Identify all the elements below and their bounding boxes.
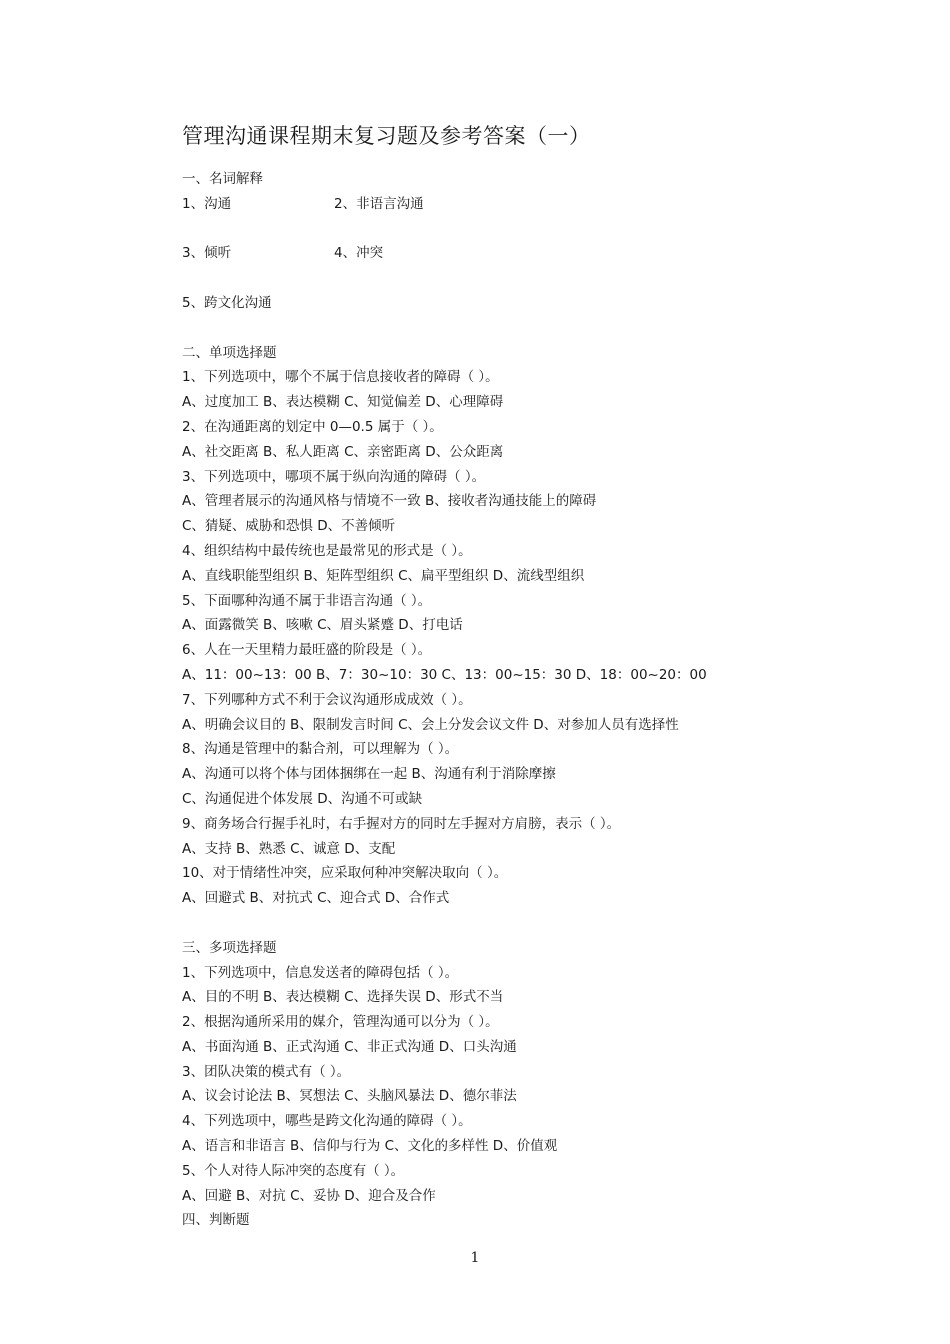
question-line: 1、下列选项中，信息发送者的障碍包括（ ）。 [182, 964, 459, 981]
options-line: C、沟通促进个体发展 D、沟通不可或缺 [182, 790, 423, 807]
options-line: A、书面沟通 B、正式沟通 C、非正式沟通 D、口头沟通 [182, 1038, 517, 1055]
term-row [182, 192, 882, 217]
options-line: A、回避 B、对抗 C、妥协 D、迎合及合作 [182, 1187, 436, 1204]
question-line: 2、在沟通距离的划定中 0—0.5 属于（ ）。 [182, 418, 443, 435]
term-item: 1、沟通 [182, 195, 232, 212]
question-line: 10、对于情绪性冲突，应采取何种冲突解决取向（ ）。 [182, 865, 508, 882]
question-line: 1、下列选项中，哪个不属于信息接收者的障碍（ ）。 [182, 369, 499, 386]
term-item: 5、跨文化沟通 [182, 294, 272, 311]
document-body [182, 167, 882, 1233]
term-row [182, 241, 882, 266]
options-line: C、猜疑、威胁和恐惧 D、不善倾听 [182, 518, 396, 535]
options-line: A、过度加工 B、表达模糊 C、知觉偏差 D、心理障碍 [182, 394, 504, 411]
question-line: 3、下列选项中，哪项不属于纵向沟通的障碍（ ）。 [182, 468, 486, 485]
term-item: 4、冲突 [334, 245, 384, 262]
question-line: 5、下面哪种沟通不属于非语言沟通（ ）。 [182, 592, 432, 609]
section-heading-single-choice: 二、单项选择题 [182, 344, 277, 361]
options-line: A、直线职能型组织 B、矩阵型组织 C、扁平型组织 D、流线型组织 [182, 567, 585, 584]
page-number: 1 [470, 1250, 480, 1266]
options-line: A、沟通可以将个体与团体捆绑在一起 B、沟通有利于消除摩擦 [182, 766, 556, 783]
question-line: 3、团队决策的模式有（ ）。 [182, 1063, 351, 1080]
document-title: 管理沟通课程期末复习题及参考答案（一） [182, 124, 591, 148]
term-item: 2、非语言沟通 [334, 195, 424, 212]
section-heading-definitions: 一、名词解释 [182, 171, 263, 187]
options-line: A、管理者展示的沟通风格与情境不一致 B、接收者沟通技能上的障碍 [182, 493, 597, 510]
term-item: 3、倾听 [182, 245, 232, 262]
options-line: A、支持 B、熟悉 C、诚意 D、支配 [182, 840, 396, 857]
question-line: 6、人在一天里精力最旺盛的阶段是（ ）。 [182, 642, 432, 659]
options-line: A、语言和非语言 B、信仰与行为 C、文化的多样性 D、价值观 [182, 1138, 558, 1155]
options-line: A、社交距离 B、私人距离 C、亲密距离 D、公众距离 [182, 443, 504, 460]
options-line: A、议会讨论法 B、冥想法 C、头脑风暴法 D、德尔菲法 [182, 1088, 517, 1105]
question-line: 8、沟通是管理中的黏合剂，可以理解为（ ）。 [182, 741, 459, 758]
question-line: 4、组织结构中最传统也是最常见的形式是（ ）。 [182, 542, 472, 559]
options-line: A、目的不明 B、表达模糊 C、选择失误 D、形式不当 [182, 989, 504, 1006]
section-heading-multiple-choice: 三、多项选择题 [182, 939, 277, 956]
question-line: 4、下列选项中，哪些是跨文化沟通的障碍（ ）。 [182, 1113, 472, 1130]
question-line: 5、个人对待人际冲突的态度有（ ）。 [182, 1162, 405, 1179]
options-line: A、11：00~13：00 B、7：30~10：30 C、13：00~15：30 D、18：00~20：00 [182, 666, 707, 683]
question-line: 9、商务场合行握手礼时，右手握对方的同时左手握对方肩膀，表示（ ）。 [182, 815, 621, 832]
question-line: 2、根据沟通所采用的媒介，管理沟通可以分为（ ）。 [182, 1014, 499, 1031]
options-line: A、回避式 B、对抗式 C、迎合式 D、合作式 [182, 890, 450, 907]
options-line: A、明确会议目的 B、限制发言时间 C、会上分发会议文件 D、对参加人员有选择性 [182, 716, 679, 733]
section-heading-true-false: 四、判断题 [182, 1212, 250, 1229]
question-line: 7、下列哪种方式不利于会议沟通形成成效（ ）。 [182, 691, 472, 708]
options-line: A、面露微笑 B、咳嗽 C、眉头紧蹙 D、打电话 [182, 617, 463, 634]
